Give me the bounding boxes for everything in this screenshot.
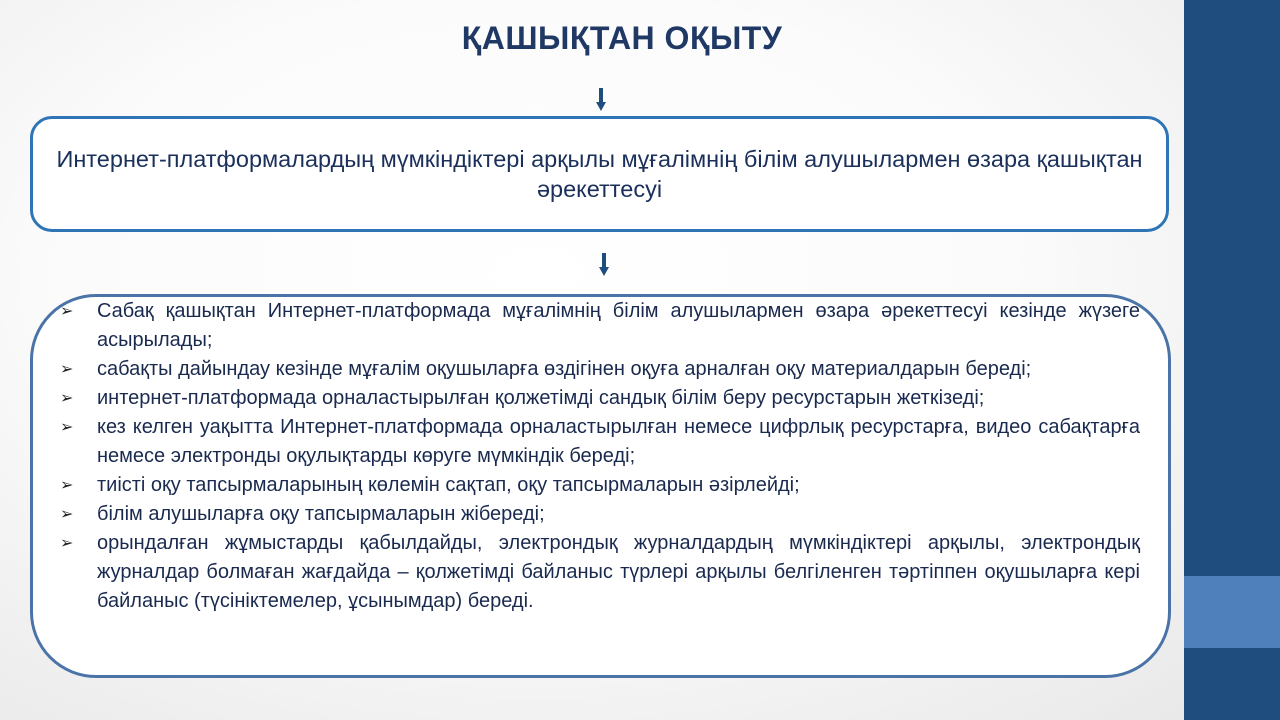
arrowhead-bullet-icon: ➢ (60, 361, 74, 378)
features-list (60, 297, 1140, 616)
arrow-down-icon (599, 253, 609, 277)
arrowhead-bullet-icon: ➢ (60, 303, 74, 320)
arrowhead-bullet-icon: ➢ (60, 390, 74, 407)
slide-title: ҚАШЫҚТАН ОҚЫТУ (461, 20, 783, 56)
list-item (60, 500, 1140, 529)
arrowhead-bullet-icon: ➢ (60, 535, 74, 552)
definition-text: Интернет-платформалардың мүмкіндіктері арқылы мұғалімнің білім алушылармен өзара қашықтан әрекеттесуі (56, 146, 1143, 202)
list-item (60, 384, 1140, 413)
arrowhead-bullet-icon: ➢ (60, 419, 74, 436)
list-item-text: интернет-платформада орналастырылған қолжетімді сандық білім беру ресурстарын жеткізеді; (97, 387, 985, 409)
list-item-text: кез келген уақытта Интернет-платформада орналастырылған немесе цифрлық ресурстарға, видео сабақтарға немесе электронды оқулықтарды көруге мүмкіндік береді; (97, 416, 1140, 467)
list-item-text: Сабақ қашықтан Интернет-платформада мұғалімнің білім алушылармен өзара әрекеттесуі кезінде жүзеге асырылады; (97, 300, 1140, 351)
list-item-text: тиісті оқу тапсырмаларының көлемін сақтап, оқу тапсырмаларын әзірлейді; (97, 474, 800, 496)
arrow-down-icon (596, 88, 606, 112)
list-item-text: білім алушыларға оқу тапсырмаларын жібереді; (97, 503, 545, 525)
list-item-text: орындалған жұмыстарды қабылдайды, электрондық журналдардың мүмкіндіктері арқылы, электрондық журналдар болмаған жағдайда – қолжетімді байланыс түрлері арқылы белгіленген тәртіппен оқушыларға кері байланыс (түсініктемелер, ұсынымдар) береді. (97, 532, 1140, 612)
list-item (60, 471, 1140, 500)
list-item (60, 413, 1140, 471)
side-accent-block (1184, 576, 1280, 648)
list-item (60, 297, 1140, 355)
list-item-text: сабақты дайындау кезінде мұғалім оқушыларға өздігінен оқуға арналған оқу материалдарын береді; (97, 358, 1032, 380)
list-item (60, 529, 1140, 616)
definition-box (30, 116, 1169, 232)
list-item (60, 355, 1140, 384)
arrowhead-bullet-icon: ➢ (60, 477, 74, 494)
arrowhead-bullet-icon: ➢ (60, 506, 74, 523)
